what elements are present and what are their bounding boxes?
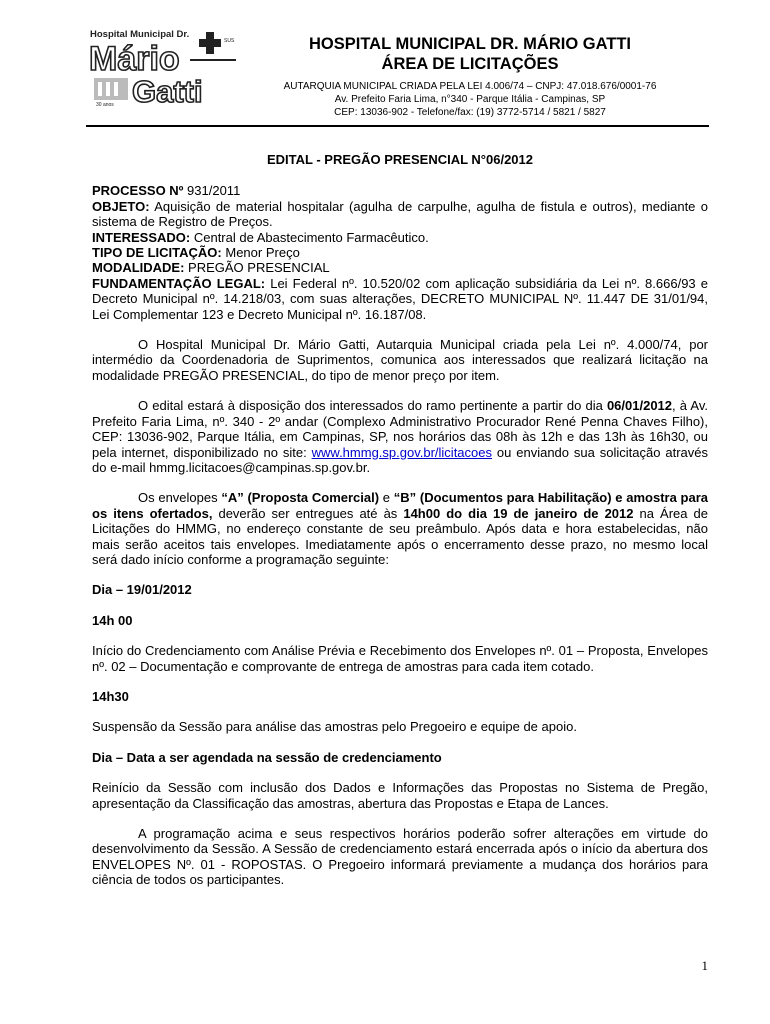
field-modalidade: MODALIDADE: PREGÃO PRESENCIAL: [92, 260, 330, 276]
schedule-credenciamento-text: Início do Credenciamento com Análise Prévia e Recebimento dos Envelopes nº. 01 – Proposta, Envelopes nº. 02 – Documentação e comprovante de entrega de amostras para cada item cotado.: [92, 643, 708, 674]
svg-text:Gatti: Gatti: [132, 74, 203, 108]
page-number: 1: [701, 958, 708, 973]
header-divider: [86, 125, 709, 127]
svg-text:Mário: Mário: [89, 40, 180, 78]
schedule-suspension-text: Suspensão da Sessão para análise das amostras pelo Pregoeiro e equipe de apoio.: [92, 719, 577, 735]
paragraph-envelopes: Os envelopes “A” (Proposta Comercial) e “B” (Documentos para Habilitação) e amostra para os itens ofertados, deverão ser entregues até às 14h00 do dia 19 de janeiro de 2012 na Área de Licitações do HMMG, no endereço constante de seu preâmbulo. Após data e hora estabelecidas, não mais serão aceitos tais envelopes. Imediatamente após o encerramento desse prazo, no mesmo local será dado início conforme a programação seguinte:: [92, 490, 708, 567]
paragraph-intro: O Hospital Municipal Dr. Mário Gatti, Autarquia Municipal criada pela Lei nº. 4.000/74, por intermédio da Coordenadoria de Suprimentos, comunica aos interessados que realizará licitação na modalidade PREGÃO PRESENCIAL, do tipo de menor preço por item.: [92, 337, 708, 383]
schedule-time-heading: 14h 00: [92, 612, 133, 628]
svg-text:Hospital Municipal Dr.: Hospital Municipal Dr.: [90, 29, 190, 40]
hospital-logo-graphic: [86, 26, 238, 108]
hospital-logo: [86, 26, 238, 108]
letterhead-contact-line: CEP: 13036-902 - Telefone/fax: (19) 3772-5714 / 5821 / 5827: [334, 107, 606, 118]
field-objeto: OBJETO: Aquisição de material hospitalar (agulha de carpulhe, agulha de fistula e outros), mediante o sistema de Registro de Preços.: [92, 198, 708, 230]
schedule-time-heading: 14h30: [92, 688, 129, 704]
field-processo: PROCESSO Nº 931/2011: [92, 183, 241, 199]
field-fundamentacao-legal: FUNDAMENTAÇÃO LEGAL: Lei Federal nº. 10.520/02 com aplicação subsidiária da Lei nº. 8.666/93 e Decreto Municipal nº. 14.218/03, com suas alterações, DECRETO MUNICIPAL Nº. 11.447 DE 31/01/94, Lei Complementar 123 e Decreto Municipal nº. 16.187/08.: [92, 275, 708, 322]
paragraph-edital-availability: O edital estará à disposição dos interessados do ramo pertinente a partir do dia 06/01/2012, à Av. Prefeito Faria Lima, nº. 340 - 2º andar (Complexo Administrativo Procurador René Penna Chaves Filho), CEP: 13036-902, Parque Itália, em Campinas, SP, nos horários das 08h às 12h e das 13h às 16h30, ou pela internet, disponibilizado no site: www.hmmg.sp.gov.br/licitacoes ou enviando sua solicitação através do e-mail hmmg.licitacoes@campinas.sp.gov.br.: [92, 398, 708, 475]
schedule-day-heading: Dia – Data a ser agendada na sessão de credenciamento: [92, 749, 442, 765]
schedule-resumption-text: Reinício da Sessão com inclusão dos Dados e Informações das Propostas no Sistema de Pregão, apresentação da Classificação das amostras, abertura das Propostas e Etapa de Lances.: [92, 780, 708, 811]
schedule-day-heading: Dia – 19/01/2012: [92, 582, 192, 598]
letterhead-legal-line: AUTARQUIA MUNICIPAL CRIADA PELA LEI 4.006/74 – CNPJ: 47.018.676/0001-76: [283, 81, 657, 92]
edital-title: EDITAL - PREGÃO PRESENCIAL N°06/2012: [267, 152, 533, 167]
field-tipo-licitacao: TIPO DE LICITAÇÃO: Menor Preço: [92, 245, 300, 261]
letterhead: [250, 34, 690, 119]
document-body: [92, 152, 708, 888]
letterhead-address-line: Av. Prefeito Faria Lima, n°340 - Parque Itália - Campinas, SP: [334, 94, 606, 105]
paragraph-schedule-changes: A programação acima e seus respectivos horários poderão sofrer alterações em virtude do desenvolvimento da Sessão. A Sessão de credenciamento estará encerrada após o início da abertura dos ENVELOPES Nº. 01 - ROPOSTAS. O Pregoeiro informará previamente a mudança dos horários para ciência de todos os participantes.: [92, 826, 708, 888]
hospital-name: HOSPITAL MUNICIPAL DR. MÁRIO GATTI: [308, 35, 632, 53]
field-interessado: INTERESSADO: Central de Abastecimento Farmacêutico.: [92, 229, 429, 245]
licitacoes-website-link[interactable]: www.hmmg.sp.gov.br/licitacoes: [311, 444, 492, 460]
svg-text:30 anos: 30 anos: [96, 102, 114, 108]
svg-text:SUS: SUS: [224, 38, 235, 44]
department-name: ÁREA DE LICITAÇÕES: [381, 55, 559, 73]
